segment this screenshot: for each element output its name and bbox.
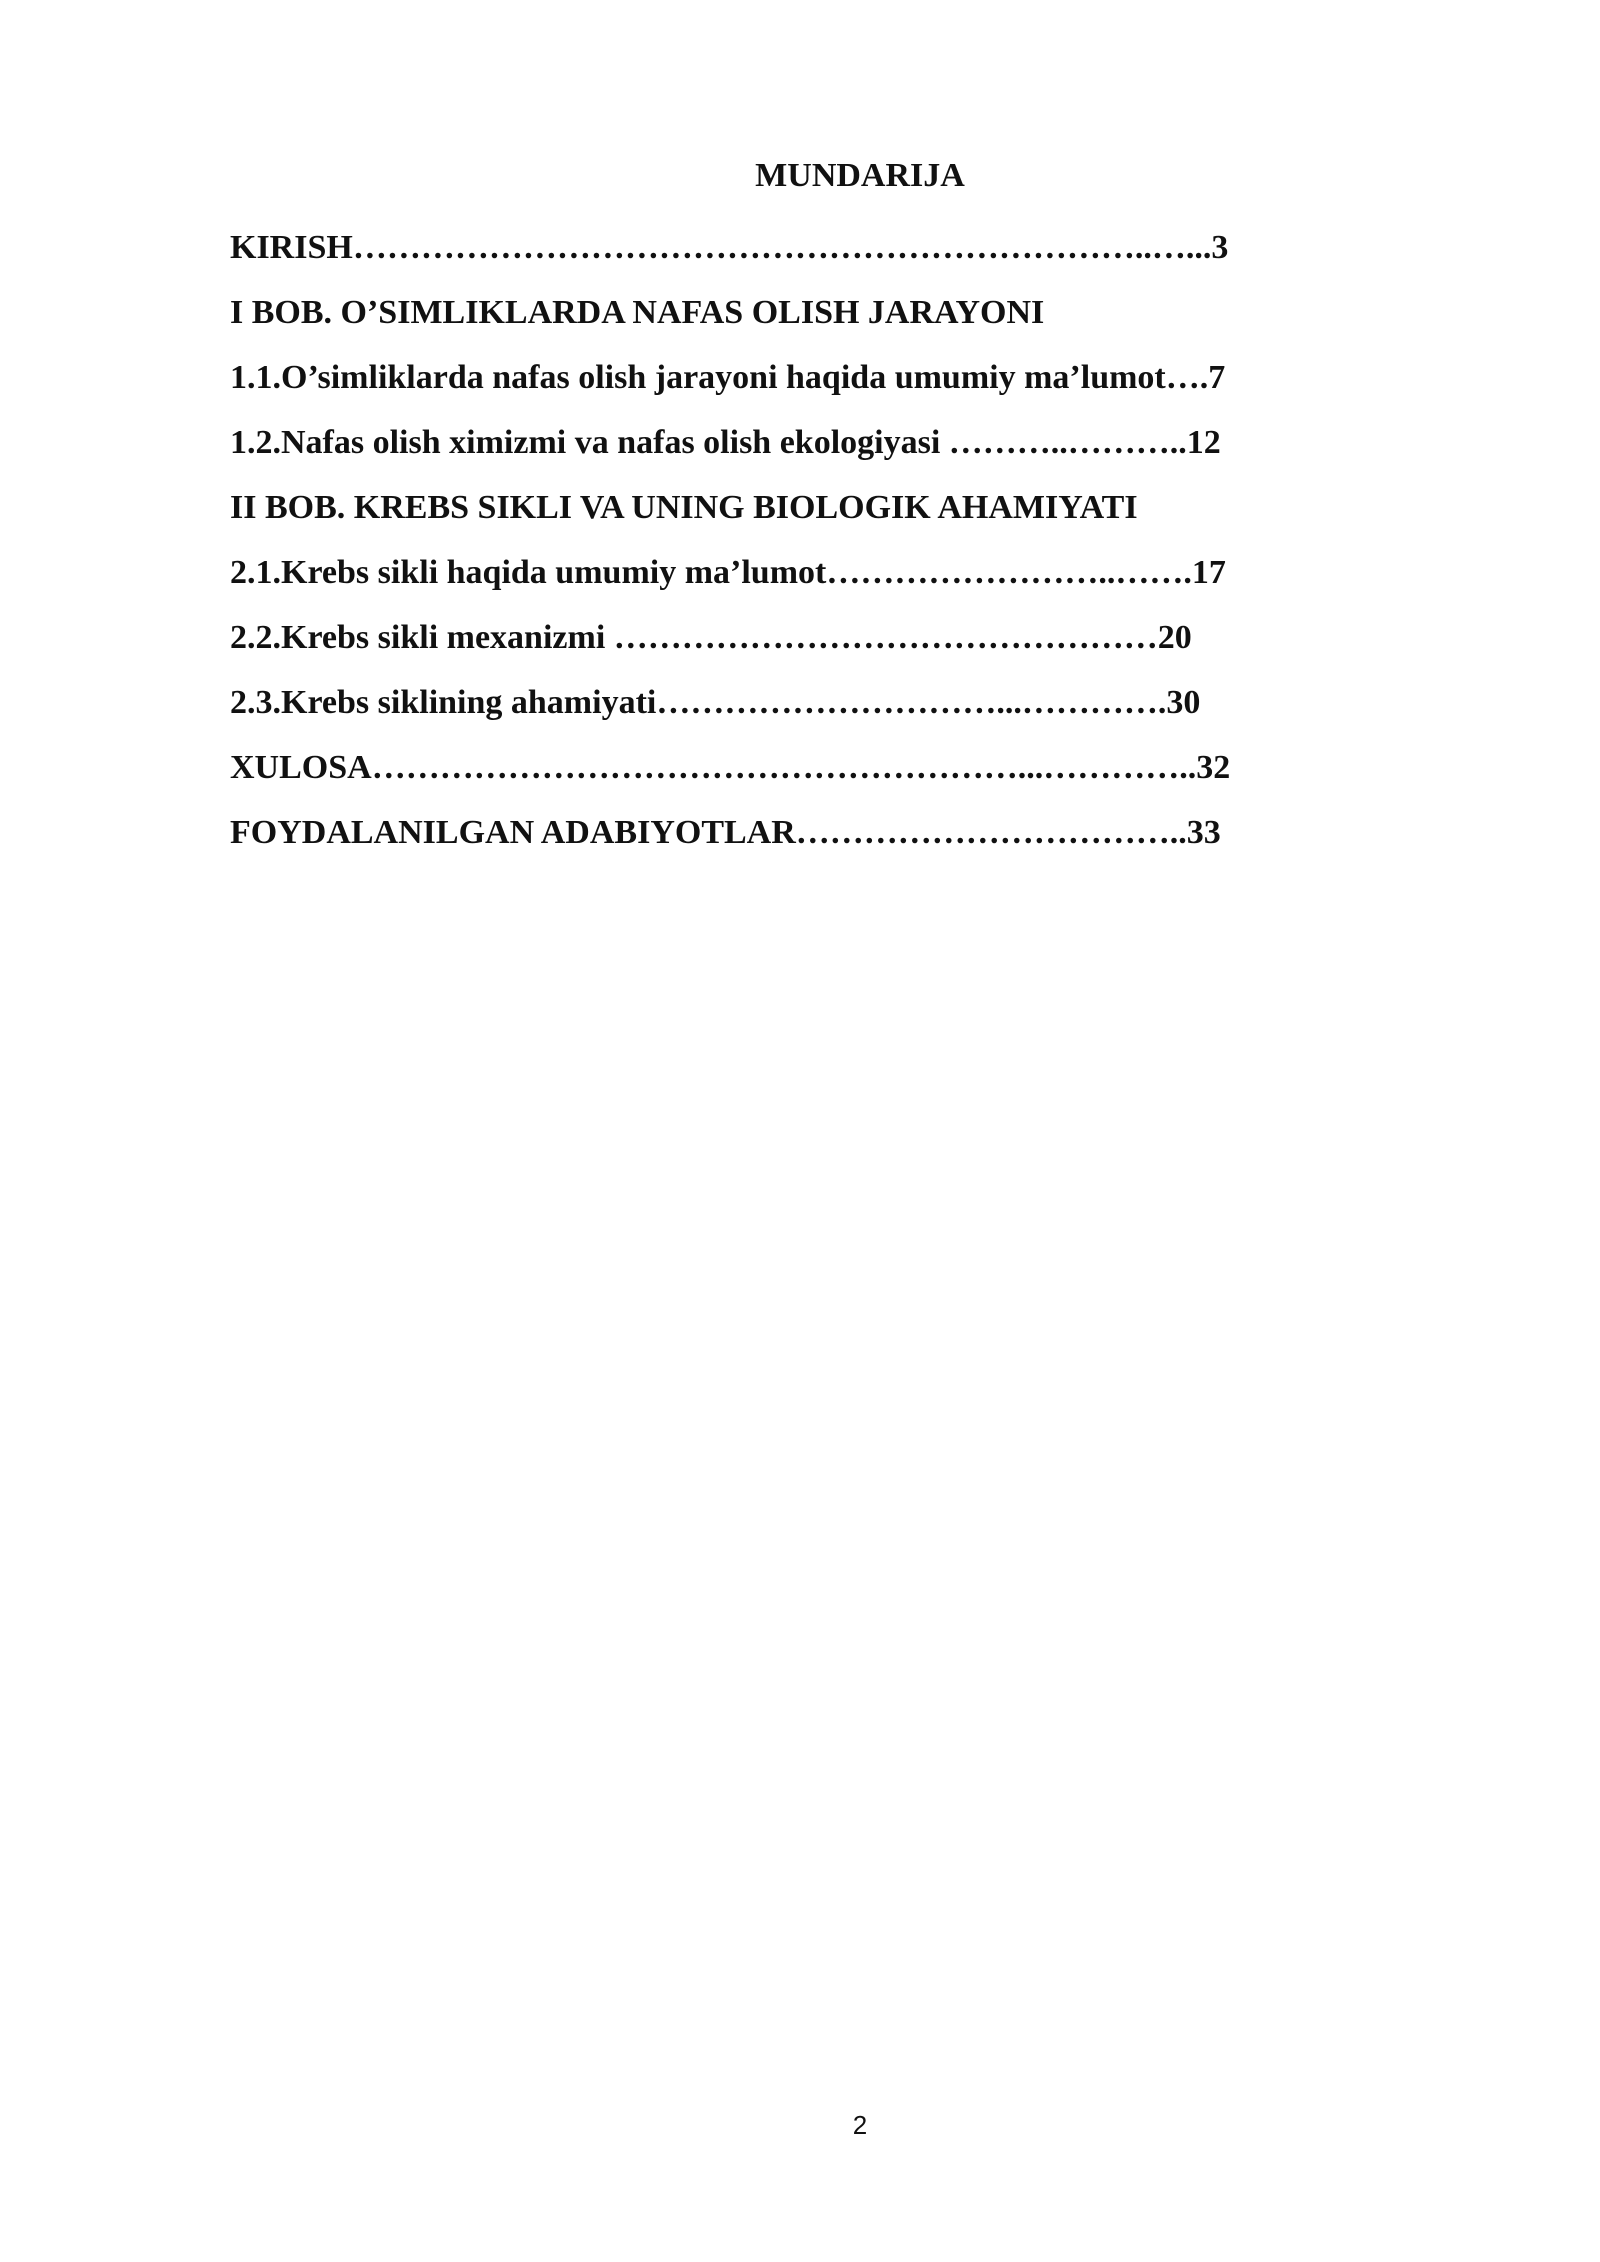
- toc-entry-2-2: 2.2.Krebs sikli mexanizmi …………………………………………20: [230, 619, 1192, 656]
- page-number: 2: [852, 2110, 868, 2140]
- toc-chapter-1: I BOB. O’SIMLIKLARDA NAFAS OLISH JARAYONI: [230, 294, 1045, 331]
- table-of-contents: [230, 215, 1345, 865]
- page-title: MUNDARIJA: [755, 157, 965, 194]
- toc-entry-2-1: 2.1.Krebs sikli haqida umumiy ma’lumot……………………..…….17: [230, 554, 1226, 591]
- toc-entry-1-1: 1.1.O’simliklarda nafas olish jarayoni haqida umumiy ma’lumot….7: [230, 359, 1226, 396]
- toc-entry-kirish: KIRISH……………………………………………………………..…...3: [230, 229, 1229, 266]
- toc-entry-xulosa: XULOSA…………………………………………………...…………..32: [230, 749, 1231, 786]
- toc-entry-adabiyotlar: FOYDALANILGAN ADABIYOTLAR……………………………..33: [230, 814, 1221, 851]
- toc-entry-1-2: 1.2.Nafas olish ximizmi va nafas olish ekologiyasi ………..………..12: [230, 424, 1221, 461]
- toc-entry-2-3: 2.3.Krebs siklining ahamiyati…………………………...………….30: [230, 684, 1201, 721]
- toc-chapter-2: II BOB. KREBS SIKLI VA UNING BIOLOGIK AHAMIYATI: [230, 489, 1138, 526]
